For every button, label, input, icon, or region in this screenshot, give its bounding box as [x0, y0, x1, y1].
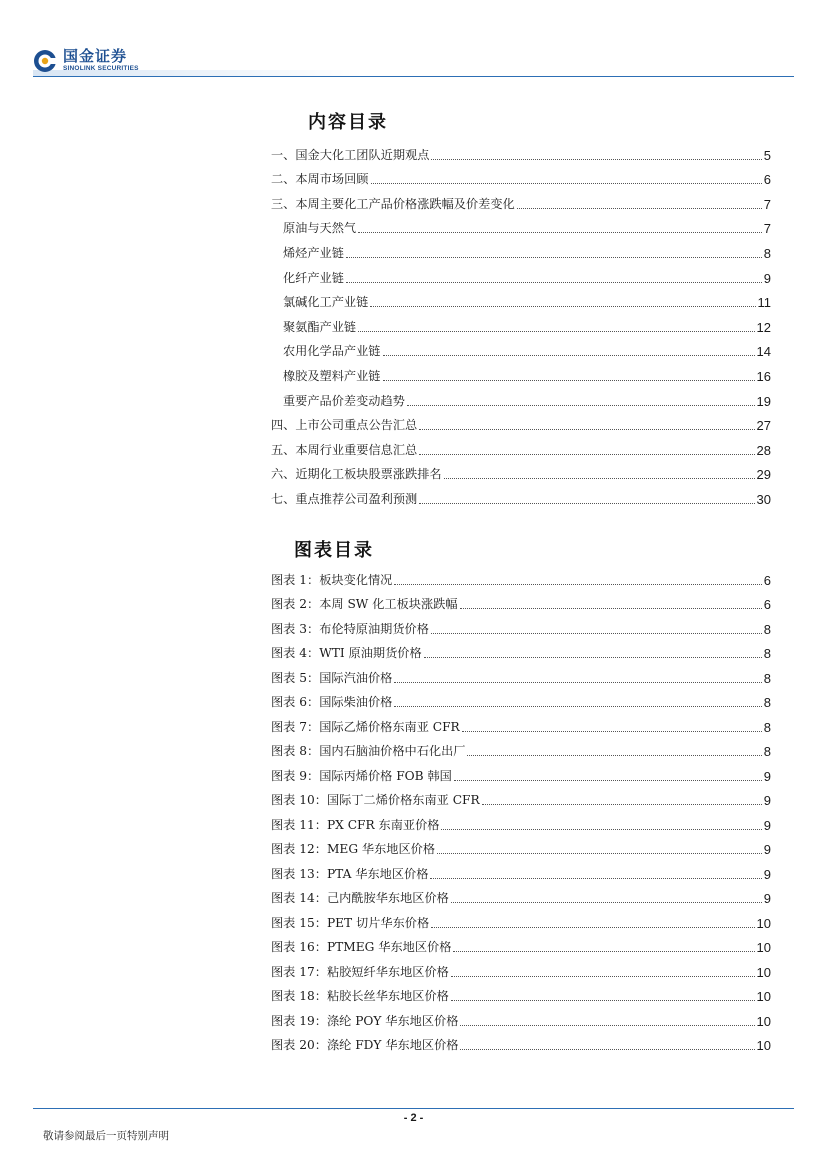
figure-entry-page: 8 — [763, 719, 771, 735]
toc-entry-label: 三、本周主要化工产品价格涨跌幅及价差变化 — [271, 196, 515, 211]
figure-leader-dots — [460, 1025, 754, 1026]
figure-entry[interactable] — [271, 808, 771, 833]
figure-leader-dots — [451, 1000, 755, 1001]
figure-entry-label: 图表 6：国际柴油价格 — [271, 695, 393, 709]
figure-entry-label: 图表 2：本周 SW 化工板块涨跌幅 — [271, 597, 458, 611]
figure-entry-page: 10 — [756, 964, 771, 980]
figure-entry-label: 图表 18：粘胶长丝华东地区价格 — [271, 989, 449, 1003]
figure-entry[interactable] — [271, 612, 771, 637]
figure-entry-label: 图表 13：PTA 华东地区价格 — [271, 866, 429, 881]
figure-leader-dots — [394, 706, 761, 707]
header-divider — [33, 76, 794, 77]
toc-entry[interactable] — [271, 458, 771, 483]
figure-entry-label: 图表 15：PET 切片华东价格 — [271, 915, 430, 930]
toc-entry-label: 重要产品价差变动趋势 — [283, 393, 405, 408]
figure-entry[interactable] — [271, 735, 771, 760]
toc-entry[interactable] — [271, 310, 771, 335]
toc-entry[interactable] — [271, 286, 771, 311]
figure-entry-page: 8 — [763, 646, 771, 661]
toc-leader-dots — [371, 183, 762, 184]
figure-entry-page: 10 — [756, 915, 771, 931]
toc-title: 内容目录 — [308, 112, 388, 133]
logo-chinese-text: 国金证券 — [63, 47, 128, 66]
toc-leader-dots — [370, 306, 755, 307]
figure-entry[interactable] — [271, 1004, 771, 1029]
figures-title: 图表目录 — [294, 540, 374, 561]
toc-entry[interactable] — [271, 384, 771, 409]
figure-entry-label: 图表 12：MEG 华东地区价格 — [271, 842, 436, 856]
toc-leader-dots — [358, 232, 762, 233]
toc-entry-page: 28 — [756, 442, 771, 458]
figure-leader-dots — [437, 853, 762, 854]
figure-entry-page: 8 — [763, 621, 771, 637]
figure-entry-label: 图表 11：PX CFR 东南亚价格 — [271, 817, 440, 832]
toc-entry-page: 19 — [756, 393, 771, 409]
figure-entry[interactable] — [271, 710, 771, 735]
toc-entry[interactable] — [271, 187, 771, 212]
figure-leader-dots — [430, 878, 761, 879]
figure-entry-label: 图表 19：涤纶 POY 华东地区价格 — [271, 1013, 459, 1028]
toc-entry-page: 8 — [763, 245, 771, 261]
figure-entry-page: 9 — [763, 891, 771, 906]
toc-leader-dots — [383, 380, 755, 381]
toc-entry-page: 7 — [763, 196, 771, 212]
figure-entry-label: 图表 17：粘胶短纤华东地区价格 — [271, 964, 449, 979]
toc-entry-label: 七、重点推荐公司盈利预测 — [271, 491, 418, 506]
toc-leader-dots — [419, 503, 754, 504]
toc-entry-page: 5 — [763, 147, 771, 163]
figure-entry-page: 10 — [756, 1013, 771, 1029]
figure-entry-label: 图表 9：国际丙烯价格 FOB 韩国 — [271, 768, 452, 783]
figure-entry-label: 图表 1：板块变化情况 — [271, 572, 393, 587]
figure-entry[interactable] — [271, 931, 771, 956]
figure-leader-dots — [441, 829, 761, 830]
figure-entry-label: 图表 10：国际丁二烯价格东南亚 CFR — [271, 793, 480, 807]
figure-leader-dots — [454, 780, 762, 781]
figure-entry[interactable] — [271, 759, 771, 784]
toc-entry[interactable] — [271, 359, 771, 384]
figure-entry[interactable] — [271, 784, 771, 809]
toc-leader-dots — [517, 208, 762, 209]
figure-entry[interactable] — [271, 686, 771, 711]
toc-leader-dots — [431, 159, 761, 160]
toc-entry-label: 四、上市公司重点公告汇总 — [271, 418, 418, 433]
toc-leader-dots — [419, 454, 754, 455]
toc-entry-page: 6 — [763, 172, 771, 188]
figure-leader-dots — [394, 584, 761, 585]
toc-entry-label: 农用化学品产业链 — [283, 344, 381, 359]
figure-entry[interactable] — [271, 563, 771, 588]
toc-entry-page: 9 — [763, 270, 771, 286]
figure-leader-dots — [431, 633, 762, 634]
figure-leader-dots — [451, 902, 762, 903]
toc-entry[interactable] — [271, 482, 771, 507]
figure-leader-dots — [460, 608, 762, 609]
figure-entry-page: 9 — [763, 866, 771, 882]
toc-entry[interactable] — [271, 335, 771, 360]
disclaimer-note: 敬请参阅最后一页特别声明 — [43, 1130, 169, 1142]
toc-entry-label: 原油与天然气 — [283, 221, 357, 236]
figure-entry-page: 9 — [763, 817, 771, 833]
figure-entry[interactable] — [271, 980, 771, 1005]
figure-leader-dots — [462, 731, 762, 732]
figure-entry[interactable] — [271, 661, 771, 686]
figures-list — [271, 563, 771, 1053]
figure-leader-dots — [394, 682, 761, 683]
figure-entry-label: 图表 20：涤纶 FDY 华东地区价格 — [271, 1038, 459, 1052]
logo-english-text: SINOLINK SECURITIES — [63, 65, 139, 73]
figure-leader-dots — [424, 657, 762, 658]
figure-leader-dots — [482, 804, 762, 805]
figure-entry-label: 图表 7：国际乙烯价格东南亚 CFR — [271, 719, 460, 734]
toc-entry-label: 橡胶及塑料产业链 — [283, 368, 381, 383]
figure-entry[interactable] — [271, 588, 771, 613]
toc-entry[interactable] — [271, 163, 771, 188]
toc-leader-dots — [358, 331, 754, 332]
toc-entry-label: 化纤产业链 — [283, 270, 344, 285]
figure-entry[interactable] — [271, 637, 771, 662]
figure-entry-page: 6 — [763, 572, 771, 588]
figure-entry[interactable] — [271, 882, 771, 907]
toc-leader-dots — [346, 282, 762, 283]
toc-entry-page: 14 — [756, 344, 771, 360]
toc-entry[interactable] — [271, 236, 771, 261]
toc-entry-page: 27 — [756, 418, 771, 434]
figure-leader-dots — [453, 951, 754, 952]
figure-entry-page: 9 — [763, 793, 771, 808]
figure-entry-label: 图表 8：国内石脑油价格中石化出厂 — [271, 744, 466, 758]
figure-entry-page: 9 — [763, 768, 771, 784]
toc-entry-page: 11 — [757, 295, 771, 311]
page-number: - 2 - — [403, 1112, 424, 1124]
toc-entry-label: 氯碱化工产业链 — [283, 295, 369, 310]
toc-leader-dots — [419, 429, 754, 430]
figure-entry-page: 8 — [763, 695, 771, 710]
toc-list — [271, 138, 771, 507]
toc-entry-label: 六、近期化工板块股票涨跌排名 — [271, 467, 442, 482]
toc-entry-page: 12 — [756, 319, 771, 335]
toc-entry[interactable] — [271, 433, 771, 458]
toc-leader-dots — [346, 257, 762, 258]
figure-entry-label: 图表 16：PTMEG 华东地区价格 — [271, 940, 452, 954]
toc-entry-page: 29 — [756, 467, 771, 483]
toc-entry[interactable] — [271, 409, 771, 434]
toc-entry[interactable] — [271, 261, 771, 286]
company-logo — [33, 46, 139, 76]
toc-entry-label: 烯烃产业链 — [283, 245, 344, 260]
figure-entry-page: 10 — [756, 989, 771, 1004]
toc-entry-label: 二、本周市场回顾 — [271, 172, 369, 187]
figure-entry-label: 图表 14：己内酰胺华东地区价格 — [271, 891, 449, 905]
figure-entry[interactable] — [271, 906, 771, 931]
figure-entry[interactable] — [271, 1029, 771, 1054]
toc-leader-dots — [407, 405, 755, 406]
toc-entry-label: 一、国金大化工团队近期观点 — [271, 147, 430, 162]
figure-leader-dots — [460, 1049, 754, 1050]
figure-entry-label: 图表 5：国际汽油价格 — [271, 670, 393, 685]
figure-entry-label: 图表 3：布伦特原油期货价格 — [271, 621, 429, 636]
figure-entry-page: 10 — [756, 1038, 771, 1053]
toc-entry-page: 30 — [756, 491, 771, 507]
toc-leader-dots — [383, 355, 755, 356]
figure-leader-dots — [451, 976, 755, 977]
toc-entry-page: 16 — [756, 368, 771, 384]
figure-entry[interactable] — [271, 857, 771, 882]
toc-entry-label: 聚氨酯产业链 — [283, 319, 357, 334]
toc-entry[interactable] — [271, 212, 771, 237]
figure-entry-label: 图表 4：WTI 原油期货价格 — [271, 646, 422, 660]
toc-entry-page: 7 — [763, 221, 771, 237]
figure-leader-dots — [431, 927, 754, 928]
figure-leader-dots — [467, 755, 761, 756]
toc-leader-dots — [444, 478, 755, 479]
toc-entry-label: 五、本周行业重要信息汇总 — [271, 442, 418, 457]
figure-entry[interactable] — [271, 833, 771, 858]
figure-entry-page: 9 — [763, 842, 771, 857]
figure-entry-page: 8 — [763, 744, 771, 759]
figure-entry[interactable] — [271, 955, 771, 980]
figure-entry-page: 10 — [756, 940, 771, 955]
toc-entry[interactable] — [271, 138, 771, 163]
logo-icon — [33, 49, 57, 73]
footer-divider — [33, 1108, 794, 1109]
figure-entry-page: 8 — [763, 670, 771, 686]
figure-entry-page: 6 — [763, 597, 771, 612]
